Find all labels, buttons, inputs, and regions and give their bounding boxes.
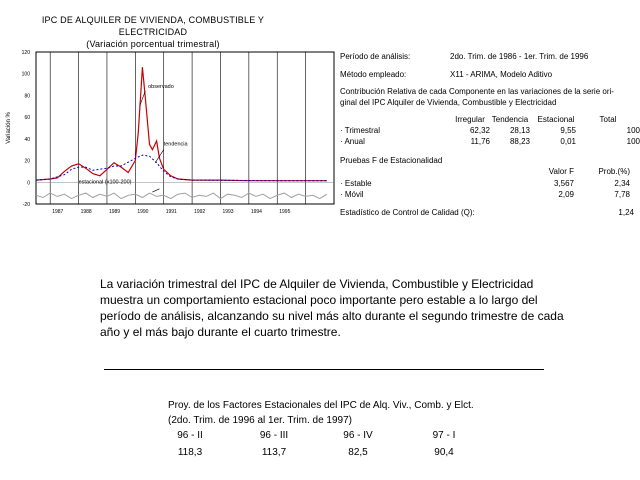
divider bbox=[104, 369, 544, 370]
y-tick-label: 40 bbox=[24, 136, 30, 143]
contrib-cell: 28,13 bbox=[509, 126, 530, 135]
x-tick-label: 1992 bbox=[194, 209, 206, 215]
projection-value: 82,5 bbox=[348, 447, 368, 458]
contrib-cell: 0,01 bbox=[560, 137, 576, 146]
pruebas-row-label: · Móvil bbox=[340, 190, 364, 199]
description-paragraph: La variación trimestral del IPC de Alquiler de Vivienda, Combustible y Electricidad muestra un comportamiento estacional poco importante pero estable a lo largo del período de análisis, alcanzando su nivel más alto durante el segundo trimestre de cada año y el más bajo durante el cuarto trimestre. bbox=[100, 277, 564, 339]
periodo-value: 2do. Trim. de 1986 - 1er. Trim. de 1996 bbox=[450, 52, 589, 61]
pruebas-header: Valor F bbox=[548, 167, 574, 176]
line-chart bbox=[0, 44, 340, 234]
contrib-cell: 100 bbox=[626, 137, 640, 146]
contrib-cell: 11,76 bbox=[470, 137, 490, 146]
projection-header: 96 - IV bbox=[343, 430, 373, 441]
metodo-label: Método empleado: bbox=[340, 70, 407, 79]
pruebas-row-label: · Estable bbox=[340, 179, 372, 188]
contrib-row-label: · Anual bbox=[340, 137, 365, 146]
projection-header: 97 - I bbox=[432, 430, 456, 441]
chart-title: IPC DE ALQUILER DE VIVIENDA, COMBUSTIBLE Y ELECTRICIDAD bbox=[41, 15, 265, 37]
y-tick-label: -20 bbox=[22, 202, 30, 208]
pruebas-cell: 2,09 bbox=[558, 190, 574, 199]
projection-header: 96 - II bbox=[177, 430, 203, 441]
contrib-line2: ginal del IPC Alquiler de Vivienda, Combustible y Electricidad bbox=[340, 98, 557, 107]
periodo-label: Período de análisis: bbox=[340, 52, 411, 61]
x-tick-label: 1994 bbox=[250, 209, 262, 215]
pruebas-cell: 2,34 bbox=[614, 179, 630, 188]
contrib-line1: Contribución Relativa de cada Componente en las variaciones de la serie ori- bbox=[340, 87, 614, 96]
control-label: Estadístico de Control de Calidad (Q): bbox=[340, 208, 475, 217]
pruebas-title: Pruebas F de Estacionalidad bbox=[340, 156, 443, 165]
contrib-cell: 9,55 bbox=[560, 126, 576, 135]
projection-header: 96 - III bbox=[259, 430, 289, 441]
pruebas-header: Prob.(%) bbox=[598, 167, 630, 176]
y-tick-label: 100 bbox=[21, 71, 30, 78]
metodo-value: X11 - ARIMA, Modelo Aditivo bbox=[450, 70, 553, 79]
pruebas-cell: 3,567 bbox=[553, 179, 574, 188]
pruebas-cell: 7,78 bbox=[614, 190, 630, 199]
x-tick-label: 1990 bbox=[137, 209, 149, 215]
contrib-cell: 88,23 bbox=[509, 137, 530, 146]
x-tick-label: 1993 bbox=[222, 209, 234, 215]
contrib-header: Estacional bbox=[537, 115, 575, 124]
y-tick-label: 60 bbox=[24, 115, 30, 122]
projection-value: 90,4 bbox=[434, 447, 454, 458]
contrib-header: Irregular bbox=[455, 115, 485, 124]
y-tick-label: 120 bbox=[21, 50, 30, 56]
contrib-cell: 100 bbox=[626, 126, 640, 135]
x-tick-label: 1989 bbox=[108, 209, 121, 215]
projection-title2: (2do. Trim. de 1996 al 1er. Trim. de 1997) bbox=[168, 415, 352, 426]
annotation: estacional (x100-200) bbox=[78, 179, 132, 186]
y-tick-label: 20 bbox=[24, 158, 30, 165]
chart-subtitle: (Variación porcentual trimestral) bbox=[86, 39, 220, 49]
projection-value: 118,3 bbox=[177, 447, 203, 458]
y-axis-label: Variación % bbox=[6, 112, 12, 144]
y-tick-label: 80 bbox=[24, 93, 30, 100]
contrib-cell: 62,32 bbox=[469, 126, 490, 135]
contrib-header: Total bbox=[599, 115, 617, 124]
projection-title1: Proy. de los Factores Estacionales del IPC de Alq. Viv., Comb. y Elct. bbox=[168, 400, 474, 411]
contrib-row-label: · Trimestral bbox=[340, 126, 380, 135]
x-tick-label: 1988 bbox=[80, 209, 92, 215]
x-tick-label: 1987 bbox=[52, 209, 64, 215]
x-tick-label: 1995 bbox=[279, 209, 291, 215]
y-tick-label: 0 bbox=[27, 180, 30, 187]
control-value: 1,24 bbox=[618, 208, 634, 217]
projection-value: 113,7 bbox=[261, 447, 287, 458]
annotation: tendencia bbox=[163, 141, 188, 148]
annotation: observado bbox=[148, 83, 174, 90]
x-tick-label: 1991 bbox=[165, 209, 177, 215]
contrib-header: Tendencia bbox=[491, 115, 529, 124]
